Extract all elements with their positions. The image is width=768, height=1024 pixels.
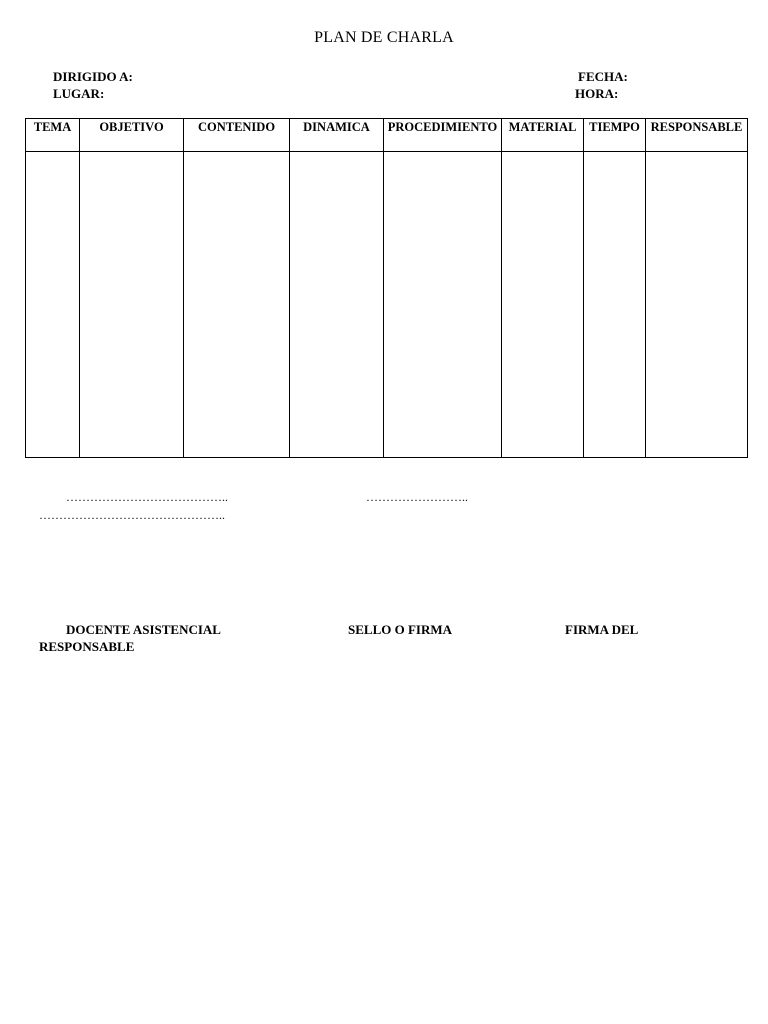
firma-del-label: FIRMA DEL [565,622,639,637]
plan-table [25,118,748,458]
signature-line-docente: ………………………………….. [66,490,228,504]
column-header-tiempo: TIEMPO [584,119,646,152]
column-header-dinamica: DINAMICA [290,119,384,152]
table-cell-tiempo[interactable] [584,152,646,458]
column-header-contenido: CONTENIDO [184,119,290,152]
table-cell-contenido[interactable] [184,152,290,458]
signature-line-responsable: ……………………………………….. [39,508,225,522]
table-row [26,152,748,458]
dirigido-a-label: DIRIGIDO A: [53,69,133,84]
column-header-tema: TEMA [26,119,80,152]
table-cell-dinamica[interactable] [290,152,384,458]
column-header-material: MATERIAL [502,119,584,152]
column-header-procedimiento: PROCEDIMIENTO [384,119,502,152]
table-cell-objetivo[interactable] [80,152,184,458]
signature-line-sello: …………………….. [366,490,468,504]
hora-label: HORA: [575,86,619,101]
table-cell-tema[interactable] [26,152,80,458]
page-title: PLAN DE CHARLA [314,29,454,46]
table-cell-material[interactable] [502,152,584,458]
sello-o-firma-label: SELLO O FIRMA [348,622,453,637]
responsable-label: RESPONSABLE [39,639,135,654]
docente-asistencial-label: DOCENTE ASISTENCIAL [66,622,221,637]
table-cell-procedimiento[interactable] [384,152,502,458]
fecha-label: FECHA: [578,69,628,84]
table-header-row [26,119,748,152]
lugar-label: LUGAR: [53,86,105,101]
table-cell-responsable[interactable] [646,152,748,458]
column-header-objetivo: OBJETIVO [80,119,184,152]
column-header-responsable: RESPONSABLE [646,119,748,152]
